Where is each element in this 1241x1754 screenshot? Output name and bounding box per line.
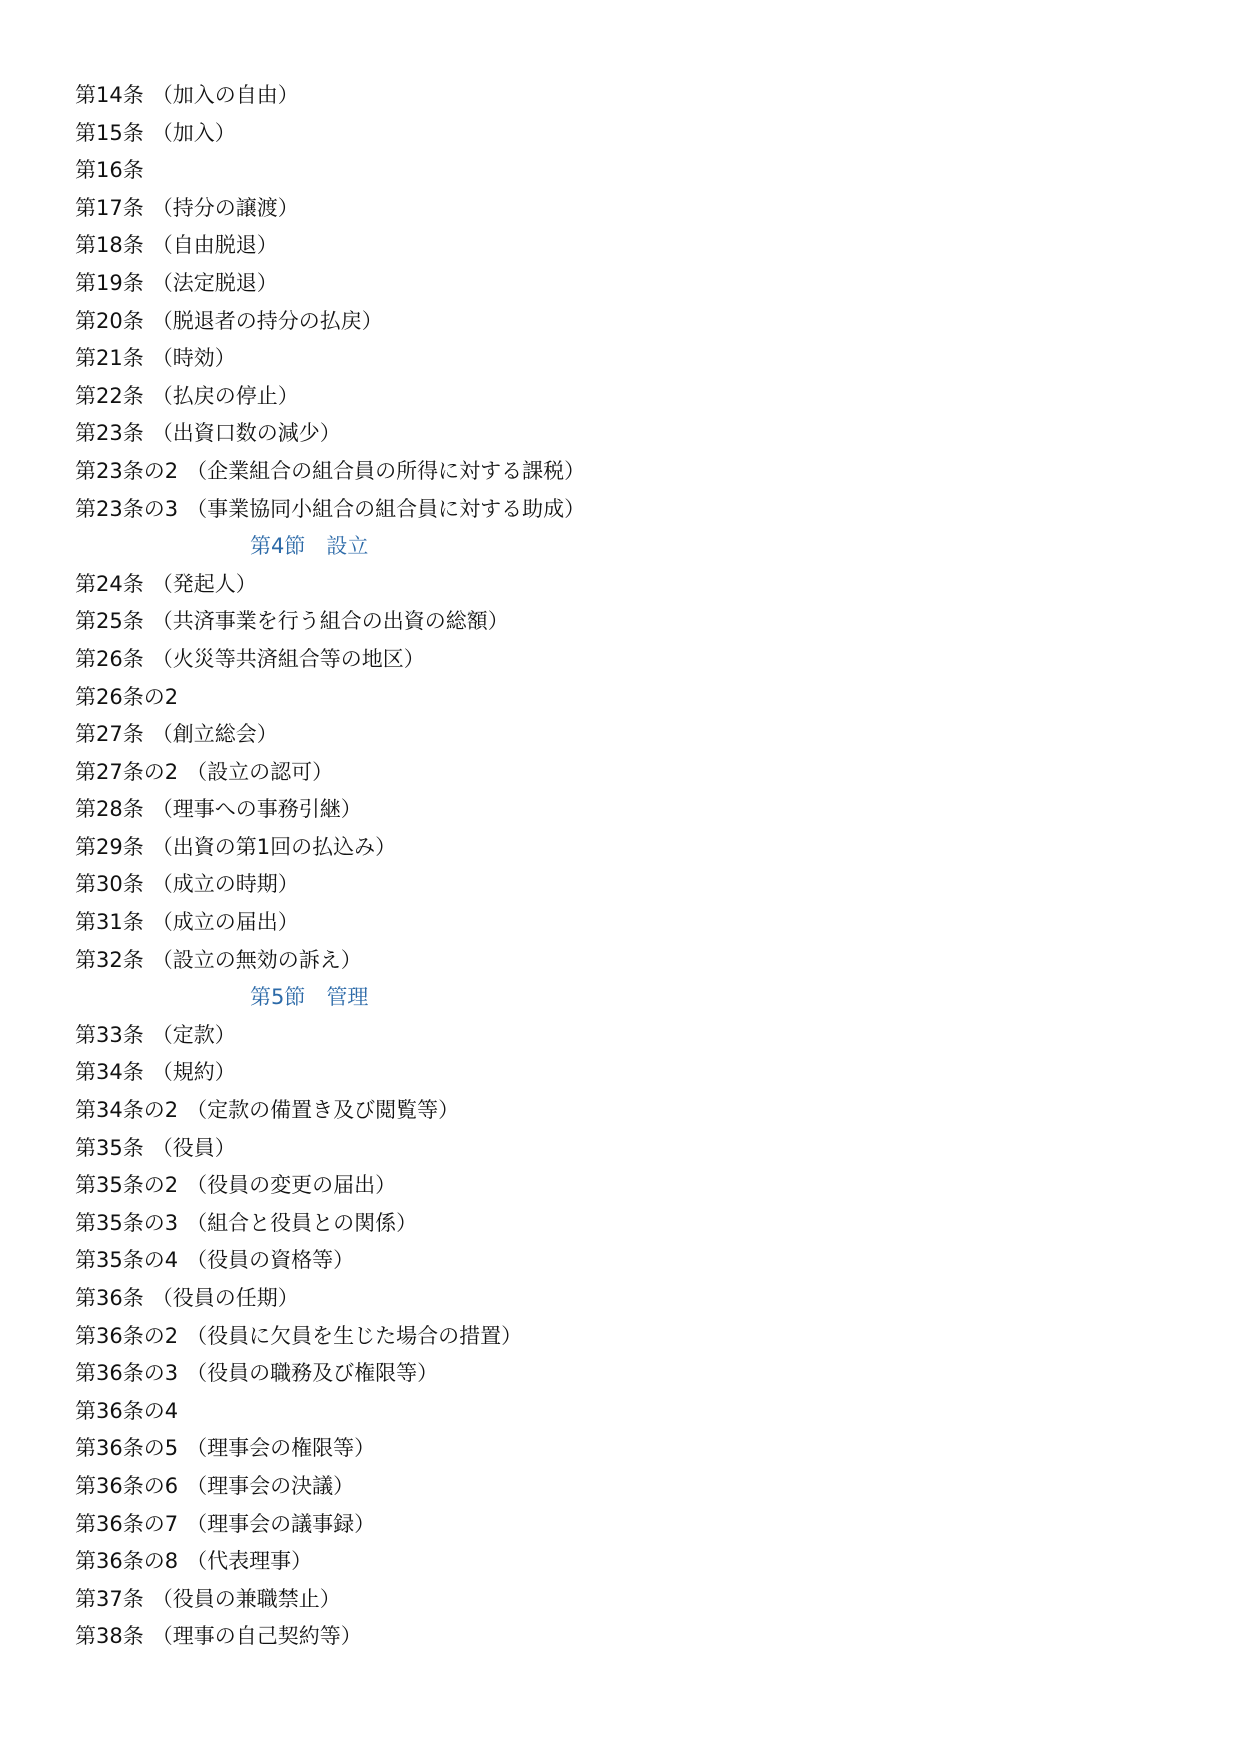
table-of-contents [75, 77, 1175, 1656]
article-number: 第36条の8 [75, 1549, 179, 1574]
article-entry [75, 1618, 1175, 1656]
article-number: 第14条 [75, 83, 144, 107]
article-number: 第37条 [75, 1586, 144, 1611]
article-number: 第26条の2 [75, 684, 179, 709]
article-entry [75, 866, 1175, 904]
article-number: 第24条 [75, 571, 144, 596]
article-number: 第25条 [75, 609, 144, 634]
article-number: 第34条 [75, 1060, 144, 1085]
article-number: 第31条 [75, 910, 144, 935]
article-title: （脱退者の持分の払戻） [151, 308, 383, 333]
article-title: （理事会の権限等） [186, 1436, 376, 1461]
article-entry [75, 1205, 1175, 1243]
article-title: （理事への事務引継） [151, 797, 362, 822]
article-number: 第26条 [75, 646, 144, 671]
article-title: （役員の職務及び権限等） [186, 1361, 439, 1386]
article-title: （規約） [151, 1060, 236, 1085]
article-title: （代表理事） [186, 1549, 313, 1574]
article-title: （発起人） [151, 571, 257, 596]
article-entry [75, 1130, 1175, 1168]
article-title: （設立の無効の訴え） [151, 947, 362, 972]
article-entry [75, 491, 1175, 529]
article-entry [75, 1054, 1175, 1092]
article-number: 第36条の6 [75, 1473, 179, 1498]
article-title: （役員の兼職禁止） [151, 1586, 341, 1611]
article-title: （理事の自己契約等） [151, 1624, 362, 1649]
article-title: （事業協同小組合の組合員に対する助成） [186, 496, 586, 521]
article-number: 第19条 [75, 270, 144, 295]
article-entry [75, 716, 1175, 754]
section-heading: 第4節 設立 [250, 534, 369, 559]
article-number: 第29条 [75, 834, 144, 859]
article-title: （役員に欠員を生じた場合の措置） [186, 1323, 523, 1348]
article-number: 第17条 [75, 195, 144, 220]
article-title: （役員の変更の届出） [186, 1173, 397, 1198]
article-number: 第38条 [75, 1624, 144, 1649]
article-entry [75, 1393, 1175, 1431]
article-entry [75, 303, 1175, 341]
article-title: （企業組合の組合員の所得に対する課税） [186, 458, 586, 483]
article-title: （理事会の議事録） [186, 1511, 376, 1536]
article-entry [75, 1581, 1175, 1619]
article-title: （役員） [151, 1135, 236, 1160]
article-entry [75, 1468, 1175, 1506]
article-title: （自由脱退） [151, 233, 278, 258]
article-title: （法定脱退） [151, 270, 278, 295]
article-number: 第36条 [75, 1286, 144, 1310]
article-title: （持分の譲渡） [151, 195, 299, 220]
article-number: 第35条の3 [75, 1210, 179, 1235]
article-entry [75, 942, 1175, 980]
article-entry [75, 77, 1175, 115]
article-entry [75, 1280, 1175, 1318]
article-entry [75, 227, 1175, 265]
article-number: 第32条 [75, 947, 144, 972]
article-entry [75, 904, 1175, 942]
article-entry [75, 566, 1175, 604]
article-entry [75, 1506, 1175, 1544]
article-number: 第27条の2 [75, 759, 179, 784]
article-entry [75, 1017, 1175, 1055]
article-entry [75, 265, 1175, 303]
article-number: 第35条の2 [75, 1173, 179, 1198]
article-number: 第21条 [75, 346, 144, 371]
article-title: （火災等共済組合等の地区） [151, 646, 425, 671]
article-title: （出資の第1回の払込み） [151, 834, 397, 859]
article-entry [75, 641, 1175, 679]
article-number: 第33条 [75, 1022, 144, 1047]
article-title: （加入） [151, 120, 236, 145]
article-number: 第36条の7 [75, 1511, 179, 1536]
article-title: （理事会の決議） [186, 1473, 355, 1498]
article-number: 第15条 [75, 120, 144, 145]
article-title: （役員の任期） [151, 1286, 299, 1310]
article-entry [75, 340, 1175, 378]
article-entry [75, 1242, 1175, 1280]
article-entry [75, 1092, 1175, 1130]
article-number: 第27条 [75, 722, 144, 747]
article-entry [75, 603, 1175, 641]
article-entry [75, 1355, 1175, 1393]
article-number: 第18条 [75, 233, 144, 258]
article-entry [75, 1543, 1175, 1581]
article-title: （組合と役員との関係） [186, 1210, 418, 1235]
article-entry [75, 415, 1175, 453]
article-entry [75, 152, 1175, 190]
article-number: 第22条 [75, 383, 144, 408]
article-title: （役員の資格等） [186, 1248, 355, 1273]
article-number: 第34条の2 [75, 1098, 179, 1123]
article-title: （成立の時期） [151, 872, 299, 897]
article-number: 第36条の3 [75, 1361, 179, 1386]
article-title: （成立の届出） [151, 910, 299, 935]
article-entry [75, 378, 1175, 416]
article-title: （設立の認可） [186, 759, 334, 784]
article-number: 第16条 [75, 158, 144, 183]
article-number: 第36条の4 [75, 1398, 179, 1423]
article-entry [75, 115, 1175, 153]
article-entry [75, 679, 1175, 717]
article-title: （共済事業を行う組合の出資の総額） [151, 609, 509, 634]
article-entry [75, 1167, 1175, 1205]
article-number: 第36条の5 [75, 1436, 179, 1461]
article-number: 第28条 [75, 797, 144, 822]
article-title: （定款） [151, 1022, 236, 1047]
article-entry [75, 190, 1175, 228]
article-title: （出資口数の減少） [151, 421, 341, 446]
article-title: （創立総会） [151, 722, 278, 747]
article-number: 第23条 [75, 421, 144, 446]
article-entry [75, 1430, 1175, 1468]
article-title: （定款の備置き及び閲覧等） [186, 1098, 460, 1123]
article-title: （払戻の停止） [151, 383, 299, 408]
article-entry [75, 791, 1175, 829]
article-title: （時効） [151, 346, 236, 371]
article-number: 第30条 [75, 872, 144, 897]
section-heading: 第5節 管理 [250, 985, 369, 1010]
article-number: 第23条の2 [75, 458, 179, 483]
article-number: 第23条の3 [75, 496, 179, 521]
article-entry [75, 829, 1175, 867]
article-number: 第36条の2 [75, 1323, 179, 1348]
article-entry [75, 453, 1175, 491]
article-entry [75, 1318, 1175, 1356]
article-number: 第35条 [75, 1135, 144, 1160]
article-number: 第20条 [75, 308, 144, 333]
article-title: （加入の自由） [151, 83, 299, 107]
article-number: 第35条の4 [75, 1248, 179, 1273]
article-entry [75, 754, 1175, 792]
